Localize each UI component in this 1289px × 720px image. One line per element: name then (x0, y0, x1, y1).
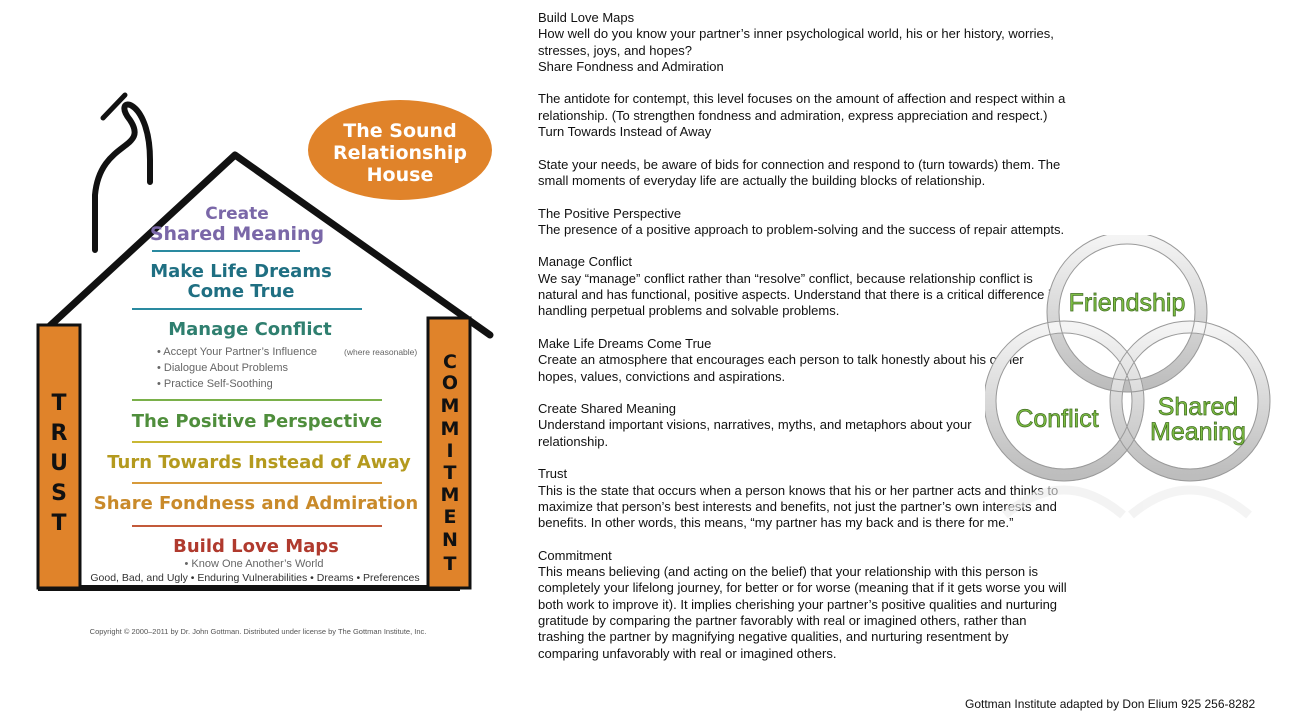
trust-letter: S (51, 481, 67, 506)
manage-conflict-bullet-2: • Dialogue About Problems (157, 362, 289, 374)
credit-line: Gottman Institute adapted by Don Elium 925 256-8282 (965, 697, 1256, 711)
commitment-letter: O (441, 372, 459, 394)
section-body: The antidote for contempt, this level focuses on the amount of affection and respect within a relationship. (To strengthen fondness and admiration, express appreciation and respect.) (538, 91, 1066, 123)
manage-conflict-bullet-3: • Practice Self-Soothing (157, 378, 273, 390)
level-positive-perspective: The Positive Perspective (131, 411, 383, 432)
section-turn-towards-body (538, 157, 1068, 190)
venn-label-shared-line2: Meaning (1150, 418, 1246, 446)
section-body: Create an atmosphere that encourages each person to talk honestly about his or her hopes, values, convictions and aspirations. (538, 352, 1024, 384)
section-body: We say “manage” conflict rather than “resolve” conflict, because relationship conflict is natural and has functional, positive aspects. Understand that there is a critical difference in handling perpetual problems and solvable problems. (538, 270, 1059, 319)
section-turn-towards (538, 124, 1068, 140)
section-commitment (538, 548, 1068, 662)
trust-letter: R (50, 421, 68, 446)
trust-letter: T (51, 511, 67, 536)
section-heading: Create Shared Meaning (538, 401, 677, 417)
commitment-letter: T (443, 462, 457, 484)
section-heading: Build Love Maps (538, 10, 635, 25)
section-body: How well do you know your partner’s inner psychological world, his or her history, worries, stresses, joys, and hopes? (538, 26, 1054, 58)
level-create-shared-meaning-line1: Create (205, 204, 269, 224)
manage-conflict-bullet-1: • Accept Your Partner’s Influence (157, 346, 317, 358)
sound-relationship-house-diagram (0, 0, 520, 720)
sound-relationship-house-badge (308, 100, 492, 200)
level-manage-conflict-title: Manage Conflict (168, 319, 332, 340)
love-maps-subline: Good, Bad, and Ugly • Enduring Vulnerabilities • Dreams • Preferences (90, 572, 420, 584)
level-turn-towards: Turn Towards Instead of Away (107, 452, 411, 473)
badge-line-3: House (366, 164, 434, 186)
commitment-letter: M (440, 395, 460, 417)
venn-label-shared-line1: Shared (1157, 393, 1239, 421)
level-create-shared-meaning-line2: Shared Meaning (149, 223, 325, 245)
section-share-fondness (538, 59, 1068, 75)
chimney-smoke-icon (95, 105, 150, 250)
commitment-letter: M (440, 484, 460, 506)
section-heading: Share Fondness and Admiration (538, 58, 724, 74)
love-maps-bullet: • Know One Another’s World (184, 558, 324, 570)
section-body: This means believing (and acting on the belief) that your relationship with this person is completely your lifelong journey, for better or for worse (meaning that if it gets worse you will both work to improve it). It implies cherishing your partner’s positive qualities and nurturing gratitude by comparing the partner favorably with real or imagined others, rather than trashing the partner by magnifying negative qualities, and nurturing resentment by comparing unfavorably with real or imagined others. (538, 564, 1067, 661)
trust-letter: T (51, 391, 67, 416)
venn-label-friendship: Friendship (1068, 289, 1186, 317)
trust-pillar-letters (50, 391, 68, 536)
badge-line-1: The Sound (343, 120, 457, 142)
section-heading: Trust (538, 466, 568, 482)
level-share-fondness: Share Fondness and Admiration (93, 493, 419, 514)
venn-rings-diagram (985, 235, 1275, 535)
manage-conflict-note: (where reasonable) (344, 347, 418, 357)
venn-label-conflict: Conflict (1015, 405, 1099, 433)
commitment-letter: E (443, 506, 457, 528)
section-body: The presence of a positive approach to problem-solving and the success of repair attempts. (538, 221, 1065, 237)
house-copyright: Copyright © 2000–2011 by Dr. John Gottman. Distributed under license by The Gottman Institute, Inc. (89, 627, 427, 636)
commitment-letter: M (440, 418, 460, 440)
level-life-dreams-line2: Come True (187, 281, 295, 302)
section-heading: Commitment (538, 547, 612, 563)
section-positive-perspective (538, 206, 1068, 239)
section-build-love-maps (538, 10, 1068, 59)
trust-letter: U (50, 451, 68, 476)
commitment-letter: I (446, 440, 454, 462)
section-body: State your needs, be aware of bids for connection and respond to (turn towards) them. The small moments of everyday life are actually the building blocks of relationship. (538, 156, 1061, 188)
section-heading: Make Life Dreams Come True (538, 335, 712, 351)
commitment-letter: N (442, 529, 458, 551)
section-heading: Turn Towards Instead of Away (538, 124, 712, 140)
commitment-letter: T (443, 553, 457, 575)
commitment-letter: C (443, 351, 457, 373)
section-heading: The Positive Perspective (538, 205, 682, 221)
badge-line-2: Relationship (333, 142, 467, 164)
section-heading: Manage Conflict (538, 254, 632, 270)
section-share-fondness-body (538, 91, 1068, 124)
section-body: This is the state that occurs when a person knows that his or her partner acts and thinks to maximize that person’s best interests and benefits, not just the partner’s own interests and benefits. In other words, this means, “my partner has my back and is there for me.” (538, 482, 1059, 531)
level-build-love-maps: Build Love Maps (173, 536, 339, 557)
section-body: Understand important visions, narratives, myths, and metaphors about your relationship. (538, 417, 972, 449)
level-life-dreams-line1: Make Life Dreams (150, 261, 332, 282)
